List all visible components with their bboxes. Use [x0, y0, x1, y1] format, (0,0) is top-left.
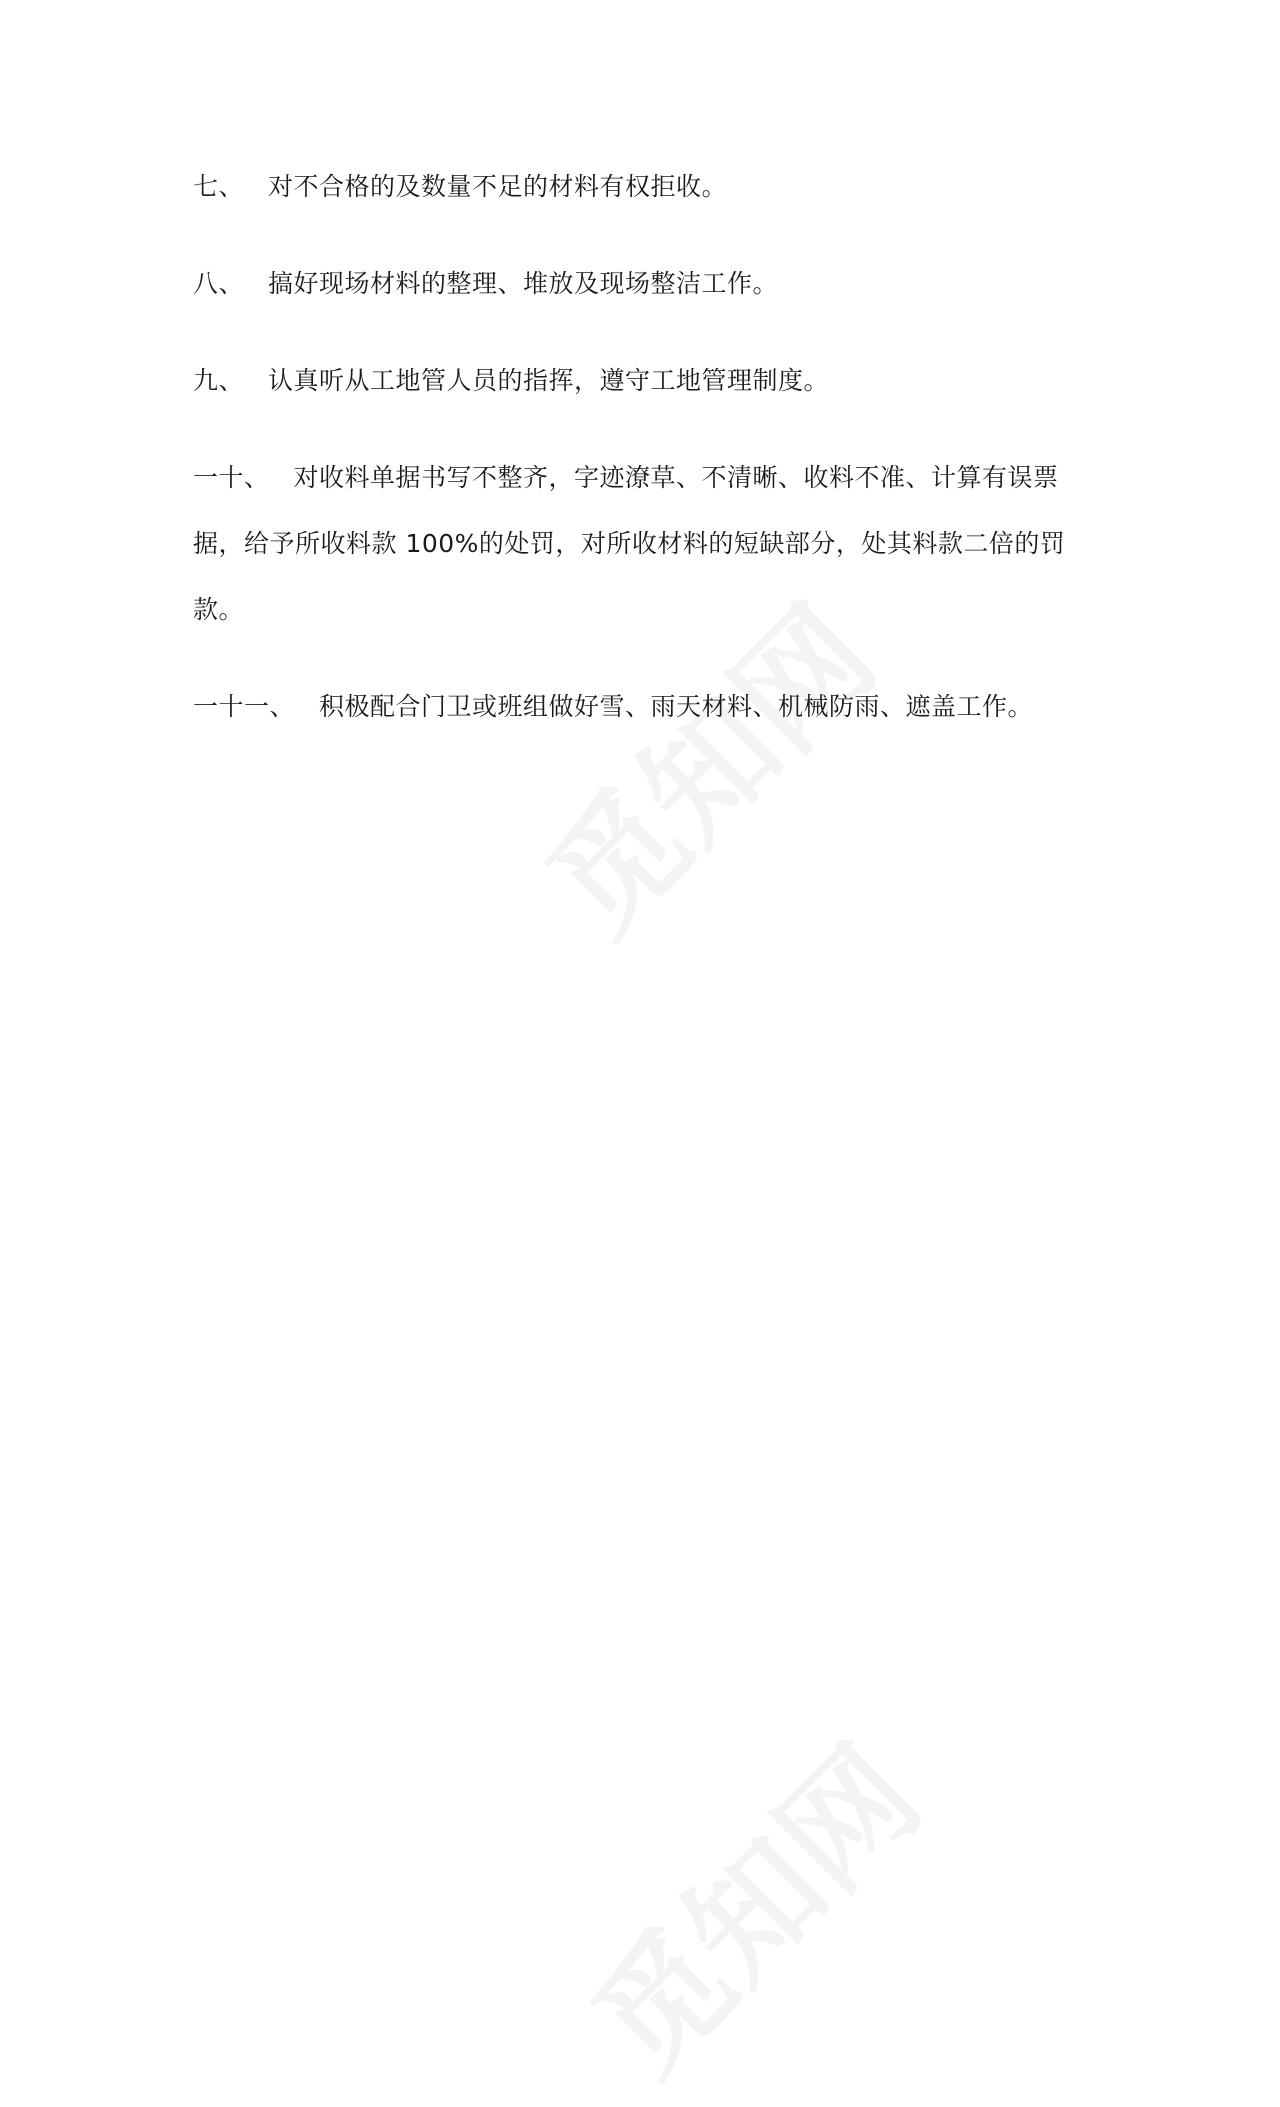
item-text: 积极配合门卫或班组做好雪、雨天材料、机械防雨、遮盖工作。 [319, 692, 1034, 721]
item-text: 认真听从工地管人员的指挥，遵守工地管理制度。 [268, 366, 830, 395]
list-item [193, 251, 1093, 317]
item-number: 七、 [193, 172, 245, 201]
item-number: 九、 [193, 366, 245, 395]
item-number: 一十、 [193, 463, 270, 492]
document-body [193, 168, 1093, 771]
list-item [193, 445, 1093, 643]
item-text: 搞好现场材料的整理、堆放及现场整洁工作。 [268, 269, 779, 298]
item-text: 对收料单据书写不整齐，字迹潦草、不清晰、收料不准、计算有误票据，给予所收料款 100%的处罚，对所收材料的短缺部分，处其料款二倍的罚款。 [193, 463, 1066, 624]
list-item [193, 674, 1093, 740]
item-number: 一十一、 [193, 692, 296, 721]
list-item [193, 154, 1093, 220]
list-item [193, 348, 1093, 414]
item-number: 八、 [193, 269, 245, 298]
watermark [545, 1699, 953, 2107]
item-text: 对不合格的及数量不足的材料有权拒收。 [268, 172, 728, 201]
